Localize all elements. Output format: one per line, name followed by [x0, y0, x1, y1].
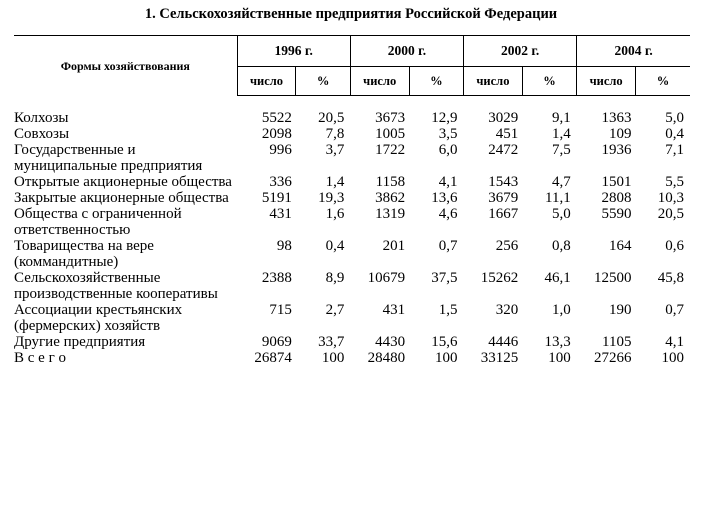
count-cell: 190	[609, 302, 632, 318]
count-cell: 9069	[261, 334, 292, 350]
count-subheader: число	[464, 67, 523, 96]
percent-cell: 45,8	[657, 270, 684, 286]
count-cell: 5522	[261, 110, 292, 126]
table-row	[14, 270, 690, 302]
percent-cell: 100	[661, 350, 684, 366]
percent-cell: 12,9	[431, 110, 458, 126]
count-cell: 164	[609, 238, 632, 254]
count-cell: 996	[269, 142, 292, 158]
row-label: Сельскохозяйственные производственные кооперативы	[14, 270, 218, 302]
percent-subheader: %	[409, 67, 463, 96]
percent-cell: 7,5	[551, 142, 571, 158]
table-row	[14, 96, 690, 127]
percent-subheader: %	[296, 67, 350, 96]
percent-subheader: %	[636, 67, 691, 96]
percent-cell: 100	[548, 350, 571, 366]
row-label: Совхозы	[14, 126, 70, 142]
count-subheader: число	[237, 67, 296, 96]
count-cell: 1667	[488, 206, 519, 222]
enterprises-table	[14, 35, 690, 366]
table-row	[14, 126, 690, 142]
count-cell: 1501	[601, 174, 632, 190]
percent-cell: 2,7	[325, 302, 345, 318]
percent-cell: 7,1	[665, 142, 684, 158]
row-label: Колхозы	[14, 109, 69, 126]
count-cell: 3679	[488, 190, 519, 206]
percent-cell: 4,1	[665, 334, 684, 350]
count-cell: 715	[269, 302, 292, 318]
percent-cell: 11,1	[545, 190, 571, 206]
count-cell: 33125	[480, 350, 519, 366]
count-cell: 10679	[367, 270, 406, 286]
percent-cell: 19,3	[318, 190, 345, 206]
percent-cell: 10,3	[657, 190, 684, 206]
count-cell: 1005	[375, 126, 406, 142]
percent-cell: 13,3	[544, 334, 571, 350]
row-label: В с е г о	[14, 350, 66, 366]
count-cell: 109	[609, 126, 632, 142]
percent-cell: 0,7	[665, 302, 684, 318]
percent-cell: 100	[321, 350, 345, 366]
row-label: Закрытые акционерные общества	[14, 190, 229, 206]
count-cell: 5191	[261, 190, 292, 206]
count-cell: 3862	[375, 190, 406, 206]
percent-cell: 20,5	[657, 206, 684, 222]
row-label: Общества с ограниченной ответственностью	[14, 206, 182, 238]
percent-cell: 4,1	[438, 174, 458, 190]
count-cell: 1936	[601, 142, 632, 158]
count-cell: 1722	[375, 142, 406, 158]
percent-cell: 0,4	[325, 238, 345, 254]
percent-cell: 1,0	[551, 302, 571, 318]
percent-cell: 15,6	[431, 334, 458, 350]
count-cell: 28480	[367, 350, 406, 366]
row-label: Ассоциации крестьянских (фермерских) хозяйств	[14, 302, 183, 334]
row-label: Государственные и муниципальные предприятия	[14, 142, 203, 174]
count-cell: 4446	[488, 334, 519, 350]
table-row	[14, 190, 690, 206]
table-body	[14, 96, 690, 367]
label-column-header: Формы хозяйствования	[14, 36, 237, 96]
count-cell: 431	[382, 302, 406, 318]
row-label: Товарищества на вере (коммандитные)	[14, 238, 154, 270]
percent-cell: 0,4	[665, 126, 684, 142]
percent-cell: 1,5	[438, 302, 458, 318]
year-header: 2000 г.	[350, 36, 463, 67]
count-cell: 26874	[254, 350, 292, 366]
count-cell: 1158	[375, 174, 406, 190]
count-cell: 12500	[594, 270, 632, 286]
count-cell: 320	[495, 302, 519, 318]
count-cell: 1319	[375, 206, 406, 222]
percent-cell: 100	[435, 350, 458, 366]
percent-subheader: %	[522, 67, 576, 96]
percent-cell: 0,7	[438, 238, 458, 254]
count-subheader: число	[577, 67, 636, 96]
year-header: 2004 г.	[577, 36, 690, 67]
percent-cell: 46,1	[544, 270, 571, 286]
table-row	[14, 142, 690, 174]
table-row	[14, 206, 690, 238]
count-cell: 256	[495, 238, 519, 254]
percent-cell: 4,6	[438, 206, 458, 222]
year-header: 2002 г.	[464, 36, 577, 67]
count-cell: 1105	[602, 334, 632, 350]
year-header: 1996 г.	[237, 36, 350, 67]
count-cell: 5590	[601, 206, 632, 222]
table-row	[14, 174, 690, 190]
count-cell: 1543	[488, 174, 519, 190]
count-cell: 27266	[594, 350, 632, 366]
count-cell: 2098	[261, 126, 292, 142]
count-subheader: число	[350, 67, 409, 96]
table-row	[14, 334, 690, 350]
count-cell: 201	[382, 238, 406, 254]
page-title: 1. Сельскохозяйственные предприятия Российской Федерации	[144, 6, 558, 22]
table-row	[14, 238, 690, 270]
count-cell: 2388	[261, 270, 292, 286]
percent-cell: 1,4	[325, 174, 345, 190]
count-cell: 98	[276, 238, 292, 254]
percent-cell: 37,5	[431, 270, 458, 286]
count-cell: 451	[495, 126, 519, 142]
count-cell: 3673	[375, 110, 406, 126]
count-cell: 3029	[488, 110, 519, 126]
percent-cell: 3,5	[438, 126, 458, 142]
count-cell: 15262	[480, 270, 519, 286]
percent-cell: 0,6	[665, 238, 684, 254]
percent-cell: 1,6	[325, 206, 345, 222]
count-cell: 1363	[601, 110, 632, 126]
percent-cell: 4,7	[551, 174, 571, 190]
row-label: Другие предприятия	[14, 334, 146, 350]
count-cell: 2472	[488, 142, 519, 158]
percent-cell: 9,1	[551, 110, 571, 126]
row-label: Открытые акционерные общества	[14, 174, 232, 190]
count-cell: 4430	[375, 334, 406, 350]
percent-cell: 6,0	[438, 142, 458, 158]
table-row	[14, 302, 690, 334]
percent-cell: 5,0	[665, 110, 684, 126]
count-cell: 431	[269, 206, 292, 222]
percent-cell: 13,6	[431, 190, 458, 206]
percent-cell: 1,4	[551, 126, 571, 142]
percent-cell: 33,7	[318, 334, 345, 350]
percent-cell: 3,7	[325, 142, 345, 158]
percent-cell: 20,5	[318, 110, 345, 126]
percent-cell: 0,8	[551, 238, 571, 254]
count-cell: 336	[269, 174, 292, 190]
count-cell: 2808	[601, 190, 632, 206]
percent-cell: 7,8	[325, 126, 345, 142]
table-row	[14, 350, 690, 366]
percent-cell: 8,9	[325, 270, 345, 286]
percent-cell: 5,0	[551, 206, 571, 222]
percent-cell: 5,5	[665, 174, 684, 190]
